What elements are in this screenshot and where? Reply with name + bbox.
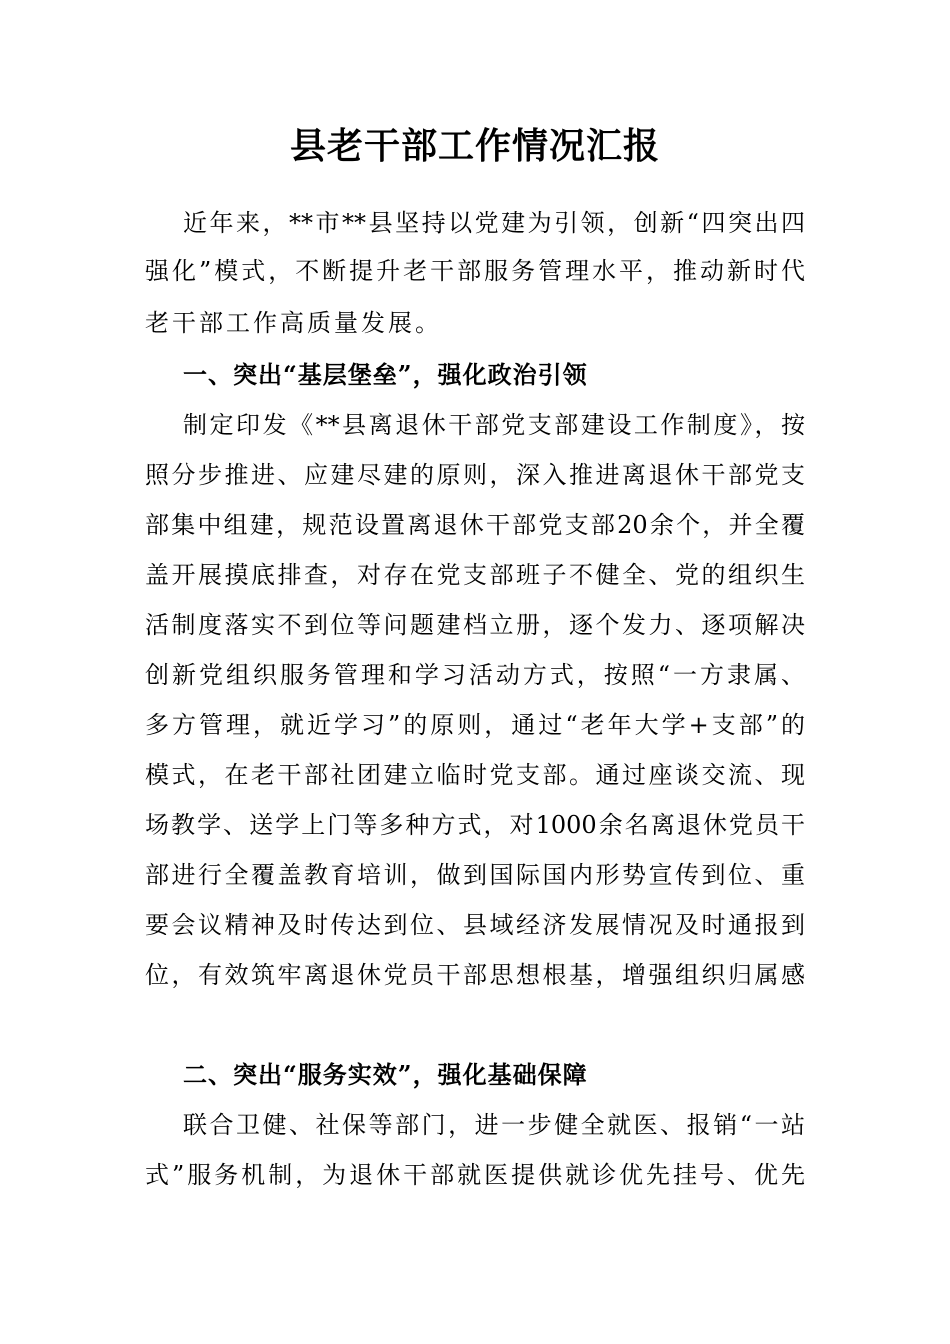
section1-line-3: 部集中组建，规范设置离退休干部党支部20余个，并全覆 [145, 511, 805, 539]
section2-line-1: 联合卫健、社保等部门，进一步健全就医、报销“一站 [183, 1111, 805, 1139]
section1-line-6: 创新党组织服务管理和学习活动方式，按照“一方隶属、 [145, 661, 805, 689]
document-title: 县老干部工作情况汇报 [289, 125, 660, 167]
section1-line-2: 照分步推进、应建尽建的原则，深入推进离退休干部党支 [145, 461, 805, 489]
section1-line-12: 位，有效筑牢离退休党员干部思想根基，增强组织归属感 [145, 961, 805, 989]
section1-line-10: 部进行全覆盖教育培训，做到国际国内形势宣传到位、重 [145, 861, 805, 889]
section1-line-7: 多方管理，就近学习”的原则，通过“老年大学+支部”的 [145, 711, 805, 739]
section1-line-9: 场教学、送学上门等多种方式，对1000余名离退休党员干 [145, 811, 805, 839]
section1-line-8: 模式，在老干部社团建立临时党支部。通过座谈交流、现 [145, 761, 805, 789]
intro-line-1: 近年来，**市**县坚持以党建为引领，创新“四突出四 [183, 209, 805, 237]
section1-line-4: 盖开展摸底排查，对存在党支部班子不健全、党的组织生 [145, 561, 805, 589]
section2-line-2: 式”服务机制，为退休干部就医提供就诊优先挂号、优先 [145, 1161, 805, 1189]
section1-line-1: 制定印发《**县离退休干部党支部建设工作制度》，按 [183, 411, 805, 439]
section1-line-5: 活制度落实不到位等问题建档立册，逐个发力、逐项解决 [145, 611, 805, 639]
section1-heading: 一、突出“基层堡垒”，强化政治引领 [183, 360, 588, 389]
intro-line-3: 老干部工作高质量发展。 [145, 309, 442, 337]
intro-line-2: 强化”模式，不断提升老干部服务管理水平，推动新时代 [145, 257, 805, 285]
section2-heading: 二、突出“服务实效”，强化基础保障 [183, 1060, 588, 1089]
section1-line-11: 要会议精神及时传达到位、县域经济发展情况及时通报到 [145, 911, 805, 939]
